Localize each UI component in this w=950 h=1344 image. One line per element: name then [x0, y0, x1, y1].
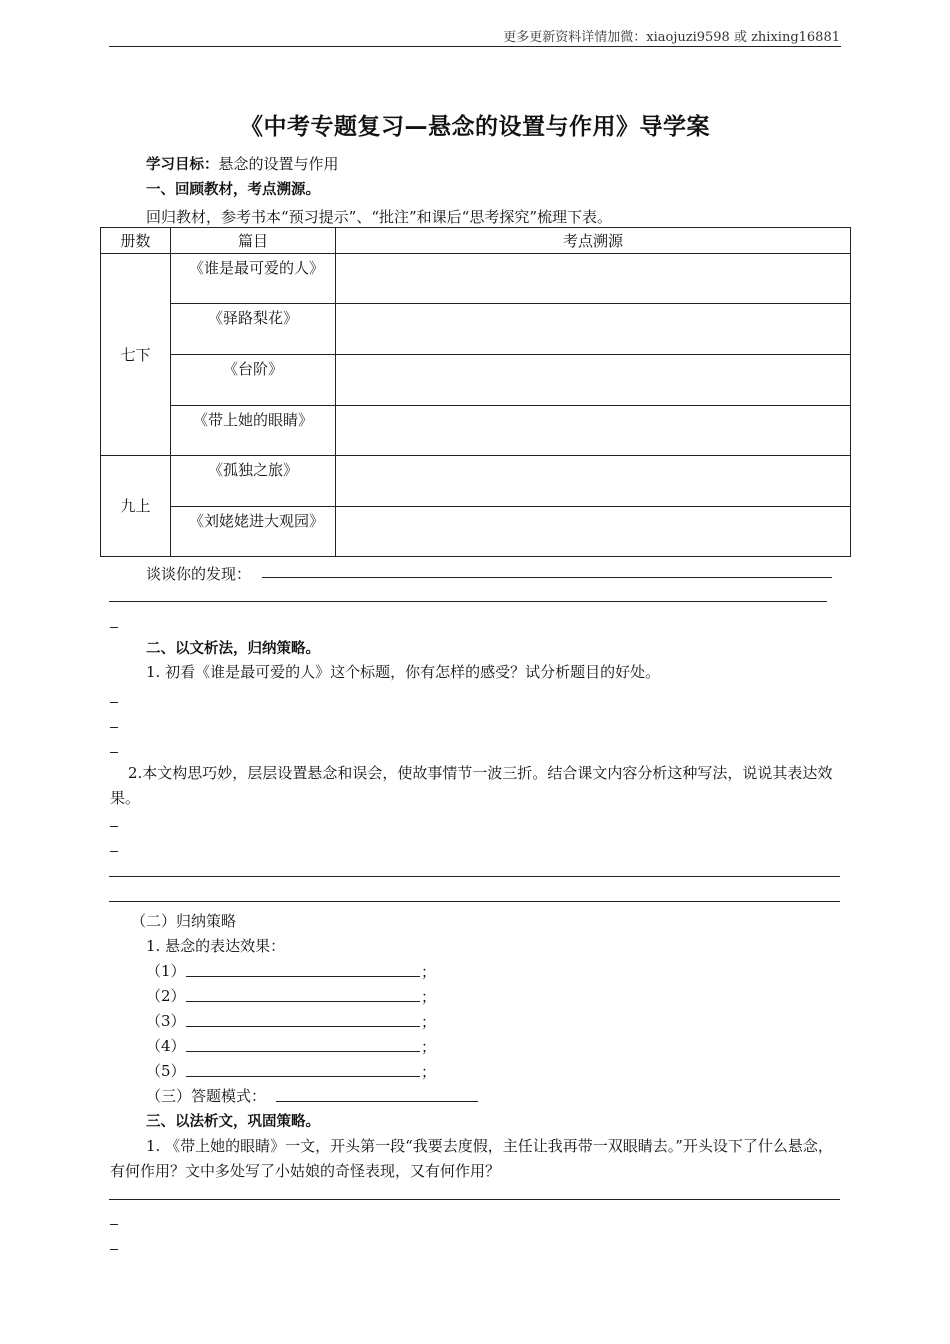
text-title-cell: 《驿路梨花》 — [171, 304, 336, 355]
text-title-cell: 《孤独之旅》 — [171, 456, 336, 507]
effect-answer-line[interactable] — [186, 1026, 420, 1027]
section2-heading: 二、以文析法，归纳策略。 — [146, 641, 320, 657]
table-header-volume: 册数 — [101, 228, 171, 254]
answer-line[interactable] — [109, 601, 827, 602]
effect-item-label: （4） — [146, 1037, 186, 1055]
origin-answer-cell[interactable] — [336, 355, 851, 406]
answer-line[interactable] — [109, 1199, 840, 1200]
origin-answer-cell[interactable] — [336, 507, 851, 557]
objective-text: 悬念的设置与作用 — [218, 155, 339, 173]
answer-mode-label: （三）答题模式： — [146, 1087, 267, 1105]
header-contact-note: 更多更新资料详情加微：xiaojuzi9598 或 zhixing16881 — [503, 30, 840, 45]
answer-line-stub[interactable] — [110, 826, 118, 827]
effect-item-label: （3） — [146, 1012, 186, 1030]
effect-answer-line[interactable] — [186, 1001, 420, 1002]
effect-item-end: ； — [421, 988, 437, 1006]
effect-item-label: （2） — [146, 987, 186, 1005]
effect-item-label: （5） — [146, 1062, 186, 1080]
answer-line-stub[interactable] — [110, 627, 118, 628]
effects-label: 1. 悬念的表达效果： — [146, 937, 286, 955]
page-title: 《中考专题复习—悬念的设置与作用》导学案 — [240, 114, 710, 140]
origin-answer-cell[interactable] — [336, 406, 851, 456]
answer-line-stub[interactable] — [110, 752, 118, 753]
question-2-2: 2.本文构思巧妙，层层设置悬念和误会，使故事情节一波三折。结合课文内容分析这种写法，说说其表达效果。 — [110, 764, 833, 807]
text-title-cell: 《带上她的眼睛》 — [171, 406, 336, 456]
discovery-label: 谈谈你的发现： — [146, 565, 252, 583]
learning-objective — [146, 153, 339, 174]
answer-line-stub[interactable] — [110, 727, 118, 728]
question-3-1: 1. 《带上她的眼睛》一文，开头第一段“我要去度假，主任让我再带一双眼睛去。”开头设下了什么悬念，有何作用？文中多处写了小姑娘的奇怪表现，又有何作用？ — [110, 1137, 833, 1180]
origin-answer-cell[interactable] — [336, 254, 851, 304]
effect-answer-line[interactable] — [186, 1051, 420, 1052]
effect-item-end: ； — [421, 963, 437, 981]
effect-item-label: （1） — [146, 962, 186, 980]
answer-mode-line[interactable] — [276, 1101, 478, 1102]
effect-answer-line[interactable] — [186, 976, 420, 977]
section1-heading: 一、回顾教材，考点溯源。 — [146, 182, 320, 198]
effect-item-end: ； — [421, 1038, 437, 1056]
answer-line-stub[interactable] — [110, 702, 118, 703]
origin-answer-cell[interactable] — [336, 304, 851, 355]
objective-label: 学习目标： — [146, 157, 219, 173]
summary-heading: （二）归纳策略 — [131, 912, 237, 930]
section1-instruction: 回归教材，参考书本“预习提示”、“批注”和课后“思考探究”梳理下表。 — [146, 208, 613, 226]
text-title-cell: 《台阶》 — [171, 355, 336, 406]
table-header-text: 篇目 — [171, 228, 336, 254]
answer-line-stub[interactable] — [110, 1224, 118, 1225]
text-title-cell: 《谁是最可爱的人》 — [171, 254, 336, 304]
volume-cell: 九上 — [101, 456, 171, 557]
discovery-answer-line[interactable] — [262, 577, 832, 578]
section3-heading: 三、以法析文，巩固策略。 — [146, 1114, 320, 1130]
answer-line[interactable] — [109, 901, 840, 902]
answer-line-stub[interactable] — [110, 851, 118, 852]
question-2-1: 1. 初看《谁是最可爱的人》这个标题，你有怎样的感受？试分析题目的好处。 — [146, 663, 661, 681]
effect-item-end: ； — [421, 1063, 437, 1081]
origin-answer-cell[interactable] — [336, 456, 851, 507]
header-rule — [109, 46, 841, 47]
review-table — [100, 227, 851, 557]
effect-answer-line[interactable] — [186, 1076, 420, 1077]
answer-line-stub[interactable] — [110, 1249, 118, 1250]
volume-cell: 七下 — [101, 254, 171, 456]
table-header-origin: 考点溯源 — [336, 228, 851, 254]
text-title-cell: 《刘姥姥进大观园》 — [171, 507, 336, 557]
answer-line[interactable] — [109, 876, 840, 877]
effect-item-end: ； — [421, 1013, 437, 1031]
